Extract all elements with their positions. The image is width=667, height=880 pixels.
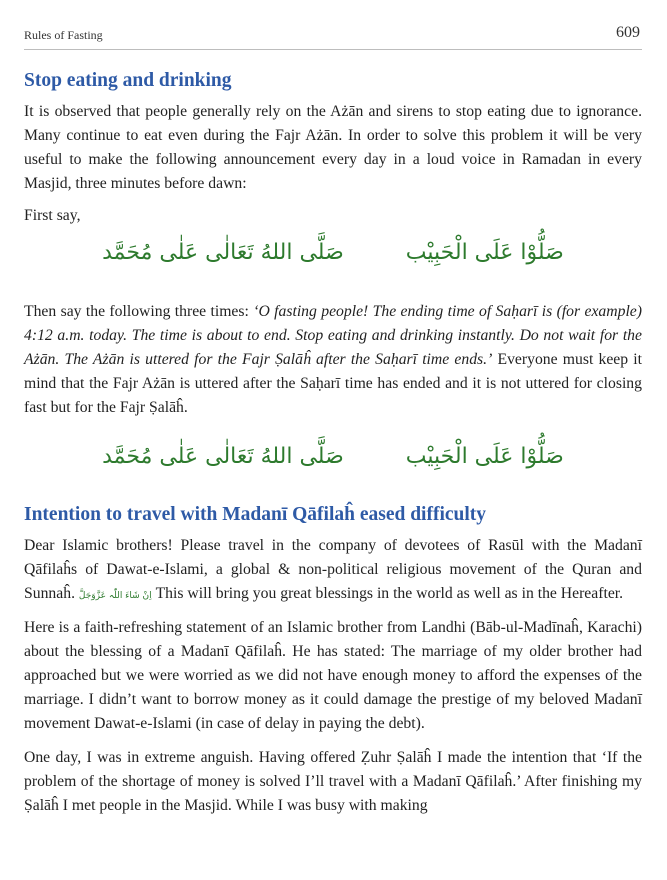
- paragraph-travel-invitation: [24, 534, 642, 608]
- page-content: [24, 66, 642, 818]
- arabic-salutation-left-2: صَلَّى اللهُ تَعَالٰى عَلٰى مُحَمَّد: [102, 443, 344, 469]
- arabic-salutation-right: صَلُّوْا عَلَى الْحَبِيْب: [405, 239, 564, 265]
- arabic-salutation-right-2: صَلُّوْا عَلَى الْحَبِيْب: [405, 443, 564, 469]
- arabic-salutation-left: صَلَّى اللهُ تَعَالٰى عَلٰى مُحَمَّد: [102, 239, 344, 265]
- invitation-lead: Dear Islamic brothers! Please travel in the company of devotees of Rasūl with the Madanī Qāfilaĥs of Dawat-e-Islami, a global & non-political religious movement of the Quran and Sunnaĥ.: [24, 537, 642, 602]
- paragraph-first-say: First say,: [24, 207, 81, 224]
- arabic-salutation-row: [24, 228, 642, 276]
- announcement-lead: Then say the following three times:: [24, 303, 254, 320]
- page-header: [24, 22, 642, 50]
- page-number: 609: [616, 24, 640, 41]
- paragraph-azan-announcement: It is observed that people generally rely on the Ażān and sirens to stop eating due to ignorance. Many continue to eat even during the Fajr Ażān. In order to solve this problem it will be very useful to make the following announcement every day in a loud voice in Ramadan in every Masjid, three minutes before dawn:: [24, 103, 642, 192]
- running-title: Rules of Fasting: [24, 28, 103, 42]
- paragraph-brother-statement: Here is a faith-refreshing statement of an Islamic brother from Landhi (Bāb-ul-Madīnaĥ, Karachi) about the blessing of a Madanī Qāfilaĥ. He has stated: The marriage of my older brother had approached but we were worried as we did not have enough money to afford the expenses of the marriage. I didn’t want to borrow money as it could damage the prestige of my beloved Madanī movement Dawat-e-Islami (in case of delay in paying the debt).: [24, 619, 642, 732]
- arabic-salutation-row-2: [24, 432, 642, 480]
- section-heading-stop-eating: Stop eating and drinking: [24, 70, 232, 91]
- inline-arabic-inshaallah: اِنْ شَاءَ اللّٰہ عَزَّوَجَلَّ: [78, 591, 152, 601]
- announcement-tail: Everyone must keep it mind that the Fajr Ażān is uttered after the Saḥarī time has ended and it is not uttered for closing fast but for the Fajr Ṣalāĥ.: [24, 351, 643, 416]
- announcement-quote: ‘O fasting people! The ending time of Saḥarī is (for example) 4:12 a.m. today. The time is about to end. Stop eating and drinking instantly. Do not wait for the Ażān. The Ażān is uttered for the Fajr Ṣalāĥ after the Saḥarī time ends.’: [24, 303, 642, 368]
- invitation-tail: This will bring you great blessings in the world as well as in the Hereafter.: [151, 585, 624, 602]
- paragraph-announcement-text: [24, 300, 642, 420]
- paragraph-intention: One day, I was in extreme anguish. Having offered Ẓuhr Ṣalāĥ I made the intention that ‘If the problem of the shortage of money is solved I’ll travel with a Madanī Qāfilaĥ.’ After finishing my Ṣalāĥ I met people in the Masjid. While I was busy with making: [24, 749, 642, 814]
- section-heading-madani-qafilah: Intention to travel with Madanī Qāfilaĥ eased difficulty: [24, 504, 487, 525]
